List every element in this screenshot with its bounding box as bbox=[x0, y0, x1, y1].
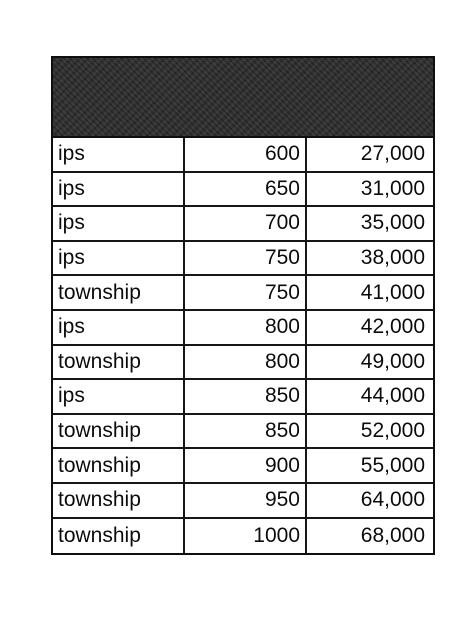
cell-price: 64,000 bbox=[360, 488, 425, 512]
cell-size: 850 bbox=[185, 380, 307, 413]
cell-type: ips bbox=[53, 138, 185, 171]
cell-type: township bbox=[53, 449, 185, 482]
cell-size: 800 bbox=[185, 346, 307, 379]
cell-price: 35,000 bbox=[360, 211, 425, 235]
table-row bbox=[53, 519, 433, 554]
cell-type: township bbox=[53, 484, 185, 517]
cell-price: 55,000 bbox=[360, 453, 425, 477]
cell-type: ips bbox=[53, 380, 185, 413]
cell-type: township bbox=[53, 276, 185, 309]
header-cell-type bbox=[53, 58, 185, 136]
cell-price: 27,000 bbox=[360, 142, 425, 166]
cell-size: 900 bbox=[185, 449, 307, 482]
cell-size: 950 bbox=[185, 484, 307, 517]
header-cell-size bbox=[185, 58, 307, 136]
cell-price: 38,000 bbox=[360, 246, 425, 270]
cell-type: township bbox=[53, 346, 185, 379]
cell-size: 800 bbox=[185, 311, 307, 344]
cell-price: 49,000 bbox=[360, 349, 425, 373]
cell-type: township bbox=[53, 519, 185, 554]
table-row bbox=[53, 173, 433, 208]
table-row bbox=[53, 449, 433, 484]
table-row bbox=[53, 415, 433, 450]
cell-size: 1000 bbox=[185, 519, 307, 554]
data-table bbox=[51, 56, 435, 555]
cell-size: 850 bbox=[185, 415, 307, 448]
header-cell-price bbox=[307, 58, 433, 136]
table-header bbox=[53, 58, 433, 138]
cell-size: 700 bbox=[185, 207, 307, 240]
cell-type: ips bbox=[53, 207, 185, 240]
table-row bbox=[53, 242, 433, 277]
cell-price: 31,000 bbox=[360, 176, 425, 200]
table-row bbox=[53, 346, 433, 381]
cell-size: 650 bbox=[185, 173, 307, 206]
cell-type: ips bbox=[53, 173, 185, 206]
table-row bbox=[53, 484, 433, 519]
cell-price: 42,000 bbox=[360, 315, 425, 339]
table-row bbox=[53, 311, 433, 346]
cell-size: 600 bbox=[185, 138, 307, 171]
cell-price: 52,000 bbox=[360, 419, 425, 443]
cell-size: 750 bbox=[185, 276, 307, 309]
cell-price: 41,000 bbox=[360, 280, 425, 304]
cell-type: ips bbox=[53, 242, 185, 275]
table-body bbox=[53, 138, 433, 553]
cell-price: 44,000 bbox=[360, 384, 425, 408]
cell-type: township bbox=[53, 415, 185, 448]
cell-size: 750 bbox=[185, 242, 307, 275]
table-row bbox=[53, 380, 433, 415]
table-row bbox=[53, 276, 433, 311]
table-row bbox=[53, 207, 433, 242]
cell-type: ips bbox=[53, 311, 185, 344]
cell-price: 68,000 bbox=[360, 523, 425, 547]
table-row bbox=[53, 138, 433, 173]
